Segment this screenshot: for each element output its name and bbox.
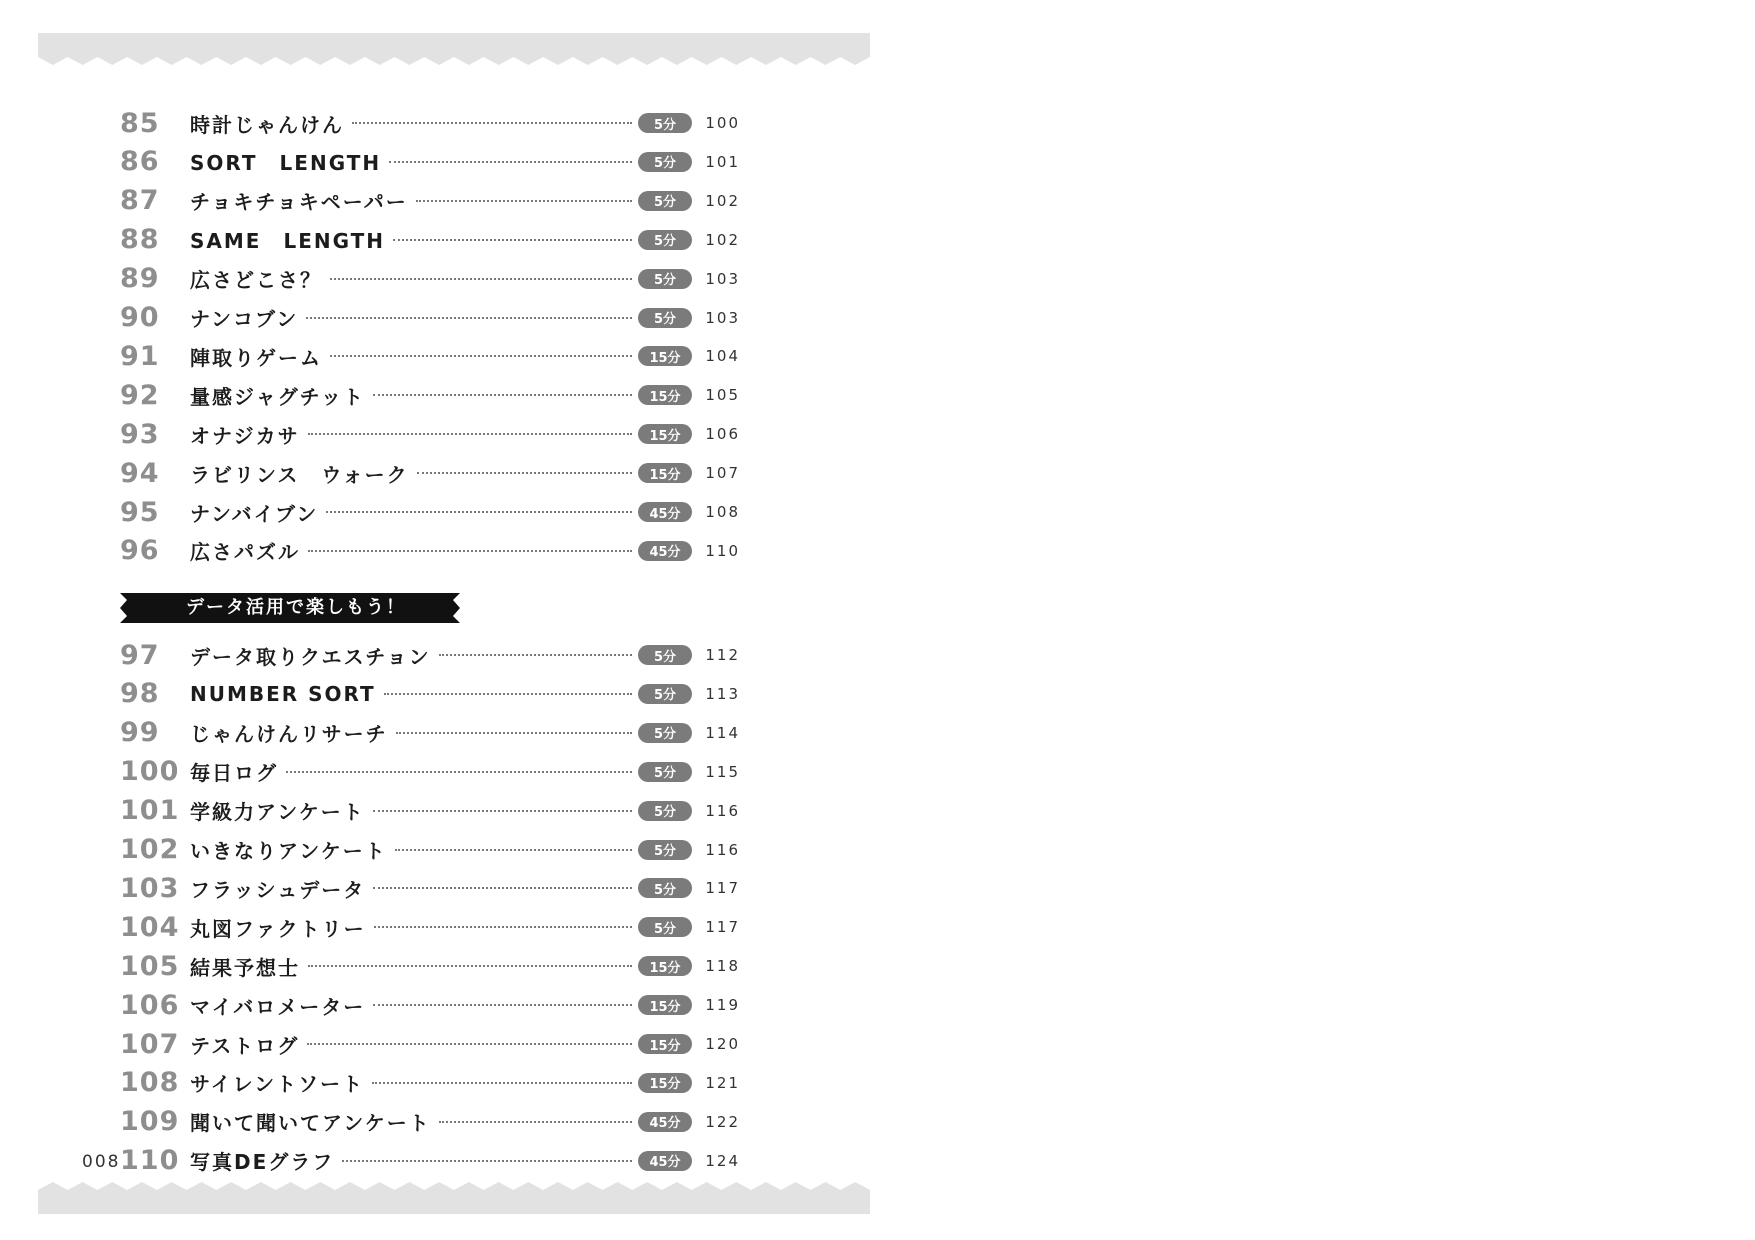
entry-title: データ取りクエスチョン <box>190 644 431 669</box>
entry-number: 85 <box>120 107 160 139</box>
entry-title: 広さどこさ？ <box>190 268 322 293</box>
entry-page-number: 124 <box>705 1151 740 1170</box>
entry-page-number: 119 <box>705 996 740 1015</box>
entry-title: 学級力アンケート <box>190 800 365 825</box>
toc-entry <box>120 948 740 984</box>
entry-number: 104 <box>120 911 180 943</box>
entry-number: 91 <box>120 340 160 372</box>
toc-entry <box>120 870 740 906</box>
entry-title: テストログ <box>190 1033 300 1058</box>
toc-entry <box>120 715 740 751</box>
time-badge: 5分 <box>638 308 692 328</box>
entry-number: 97 <box>120 639 160 671</box>
dotted-leader <box>396 732 632 734</box>
time-badge: 5分 <box>638 230 692 250</box>
dotted-leader <box>306 317 632 319</box>
dotted-leader <box>393 239 632 241</box>
toc-entry <box>120 1104 740 1140</box>
toc-entry <box>120 183 740 219</box>
entry-page-number: 106 <box>705 425 740 444</box>
dotted-leader <box>308 433 632 435</box>
entry-number: 101 <box>120 795 180 827</box>
time-badge: 15分 <box>638 463 692 483</box>
entry-title: 結果予想士 <box>190 955 300 980</box>
time-badge: 45分 <box>638 1112 692 1132</box>
entry-title: 陣取りゲーム <box>190 345 322 370</box>
time-badge: 5分 <box>638 723 692 743</box>
toc-entry <box>120 300 740 336</box>
dotted-leader <box>326 511 632 513</box>
time-badge: 5分 <box>638 917 692 937</box>
entry-title: 写真DEグラフ <box>190 1150 335 1175</box>
toc-entry <box>120 416 740 452</box>
entry-number: 107 <box>120 1028 180 1060</box>
time-badge: 5分 <box>638 113 692 133</box>
time-badge: 5分 <box>638 684 692 704</box>
entry-title: オナジカサ <box>190 423 300 448</box>
entry-title: SORT LENGTH <box>190 151 382 176</box>
entry-number: 102 <box>120 834 180 865</box>
time-badge: 15分 <box>638 995 692 1015</box>
entry-number: 99 <box>120 717 160 749</box>
entry-number: 98 <box>120 678 160 710</box>
section-title: データ活用で楽しもう！ <box>186 597 406 618</box>
entry-title: SAME LENGTH <box>190 229 386 254</box>
dotted-leader <box>416 200 632 202</box>
entry-page-number: 116 <box>705 801 740 820</box>
dotted-leader <box>373 394 632 396</box>
dotted-leader <box>395 849 632 851</box>
entry-title: ナンコブン <box>190 307 299 331</box>
entry-title: 聞いて聞いてアンケート <box>190 1111 431 1136</box>
dotted-leader <box>372 1082 632 1084</box>
toc-entry <box>120 832 740 868</box>
entry-title: 量感ジャグチット <box>190 384 365 409</box>
entry-number: 103 <box>120 872 180 904</box>
entry-page-number: 102 <box>705 191 740 210</box>
entry-page-number: 120 <box>705 1035 740 1053</box>
entry-page-number: 116 <box>705 840 740 859</box>
entry-number: 86 <box>120 146 160 178</box>
entry-title: マイバロメーター <box>190 994 366 1019</box>
time-badge: 5分 <box>638 645 692 665</box>
dotted-leader <box>439 654 632 656</box>
time-badge: 5分 <box>638 152 692 172</box>
entry-number: 90 <box>120 302 160 333</box>
time-badge: 5分 <box>638 878 692 898</box>
section-banner <box>120 593 460 623</box>
toc-entry <box>120 1143 740 1179</box>
entry-page-number: 108 <box>705 503 740 521</box>
time-badge: 5分 <box>638 840 692 860</box>
entry-page-number: 110 <box>705 541 740 560</box>
dotted-leader <box>417 472 632 474</box>
time-badge: 5分 <box>638 269 692 289</box>
entry-number: 92 <box>120 379 160 411</box>
dotted-leader <box>330 355 632 357</box>
entry-title: フラッシュデータ <box>190 877 366 902</box>
entry-page-number: 101 <box>705 152 740 171</box>
entry-title: ナンバイブン <box>190 501 319 526</box>
entry-number: 89 <box>120 263 160 295</box>
entry-title: 丸図ファクトリー <box>190 916 366 941</box>
entry-number: 109 <box>120 1106 180 1138</box>
entry-page-number: 112 <box>705 646 740 664</box>
dotted-leader <box>384 693 632 695</box>
toc-entry <box>120 1065 740 1101</box>
top-zigzag-border <box>38 33 870 69</box>
entry-title: じゃんけんリサーチ <box>190 722 388 747</box>
entry-page-number: 102 <box>705 230 740 249</box>
toc-entry <box>120 909 740 945</box>
time-badge: 5分 <box>638 762 692 782</box>
time-badge: 45分 <box>638 502 692 522</box>
time-badge: 15分 <box>638 424 692 444</box>
entry-number: 100 <box>120 756 180 788</box>
entry-page-number: 115 <box>705 762 740 781</box>
entry-title: 広さパズル <box>190 540 300 565</box>
entry-page-number: 103 <box>705 269 740 288</box>
entry-page-number: 122 <box>705 1112 740 1131</box>
entry-number: 93 <box>120 418 160 450</box>
entry-number: 88 <box>120 224 160 256</box>
page-number: 008 <box>82 1152 121 1172</box>
entry-page-number: 121 <box>705 1073 740 1092</box>
entry-title: 毎日ログ <box>190 761 278 786</box>
dotted-leader <box>439 1121 632 1123</box>
time-badge: 15分 <box>638 1073 692 1093</box>
toc-entry <box>120 455 740 491</box>
toc-entry <box>120 494 740 530</box>
dotted-leader <box>389 161 632 163</box>
toc-entry <box>120 377 740 413</box>
toc-entry <box>120 144 740 180</box>
toc-entry <box>120 676 740 712</box>
time-badge: 45分 <box>638 541 692 561</box>
time-badge: 15分 <box>638 956 692 976</box>
time-badge: 45分 <box>638 1151 692 1171</box>
time-badge: 15分 <box>638 1034 692 1054</box>
time-badge: 5分 <box>638 191 692 211</box>
entry-page-number: 100 <box>705 114 740 132</box>
dotted-leader <box>373 1004 632 1006</box>
entry-page-number: 117 <box>705 918 740 937</box>
toc-entry <box>120 1026 740 1062</box>
entry-page-number: 118 <box>705 957 740 976</box>
entry-number: 108 <box>120 1067 180 1099</box>
toc-entry <box>120 533 740 569</box>
entry-number: 96 <box>120 535 160 567</box>
toc-entry <box>120 261 740 297</box>
toc-entry <box>120 637 740 673</box>
entry-title: サイレントソート <box>190 1072 365 1097</box>
entry-page-number: 104 <box>705 347 740 366</box>
entry-page-number: 114 <box>705 723 740 742</box>
entry-page-number: 103 <box>705 308 740 327</box>
dotted-leader <box>373 887 632 889</box>
time-badge: 15分 <box>638 385 692 405</box>
entry-number: 106 <box>120 989 180 1021</box>
dotted-leader <box>374 926 632 928</box>
dotted-leader <box>308 550 632 552</box>
bottom-zigzag-border <box>38 1178 870 1214</box>
time-badge: 5分 <box>638 801 692 821</box>
time-badge: 15分 <box>638 346 692 366</box>
entry-title: チョキチョキペーパー <box>190 190 408 215</box>
entry-number: 95 <box>120 496 160 528</box>
entry-page-number: 105 <box>705 386 740 405</box>
toc-entry <box>120 105 740 141</box>
toc-entry <box>120 222 740 258</box>
entry-page-number: 113 <box>705 684 740 703</box>
toc-entry <box>120 338 740 374</box>
dotted-leader <box>342 1160 632 1162</box>
dotted-leader <box>308 965 632 967</box>
entry-title: NUMBER SORT <box>190 681 376 706</box>
entry-title: いきなりアンケート <box>190 839 387 863</box>
toc-entry <box>120 754 740 790</box>
dotted-leader <box>286 771 632 773</box>
dotted-leader <box>307 1043 632 1045</box>
dotted-leader <box>330 278 632 280</box>
entry-number: 94 <box>120 457 160 489</box>
dotted-leader <box>373 810 632 812</box>
toc-entry <box>120 987 740 1023</box>
entry-page-number: 117 <box>705 879 740 898</box>
entry-title: 時計じゃんけん <box>190 112 344 137</box>
entry-number: 87 <box>120 185 160 217</box>
entry-number: 110 <box>120 1145 180 1177</box>
toc-entry <box>120 793 740 829</box>
entry-title: ラビリンス ウォーク <box>190 462 409 487</box>
dotted-leader <box>352 122 632 124</box>
entry-number: 105 <box>120 950 180 982</box>
entry-page-number: 107 <box>705 464 740 483</box>
